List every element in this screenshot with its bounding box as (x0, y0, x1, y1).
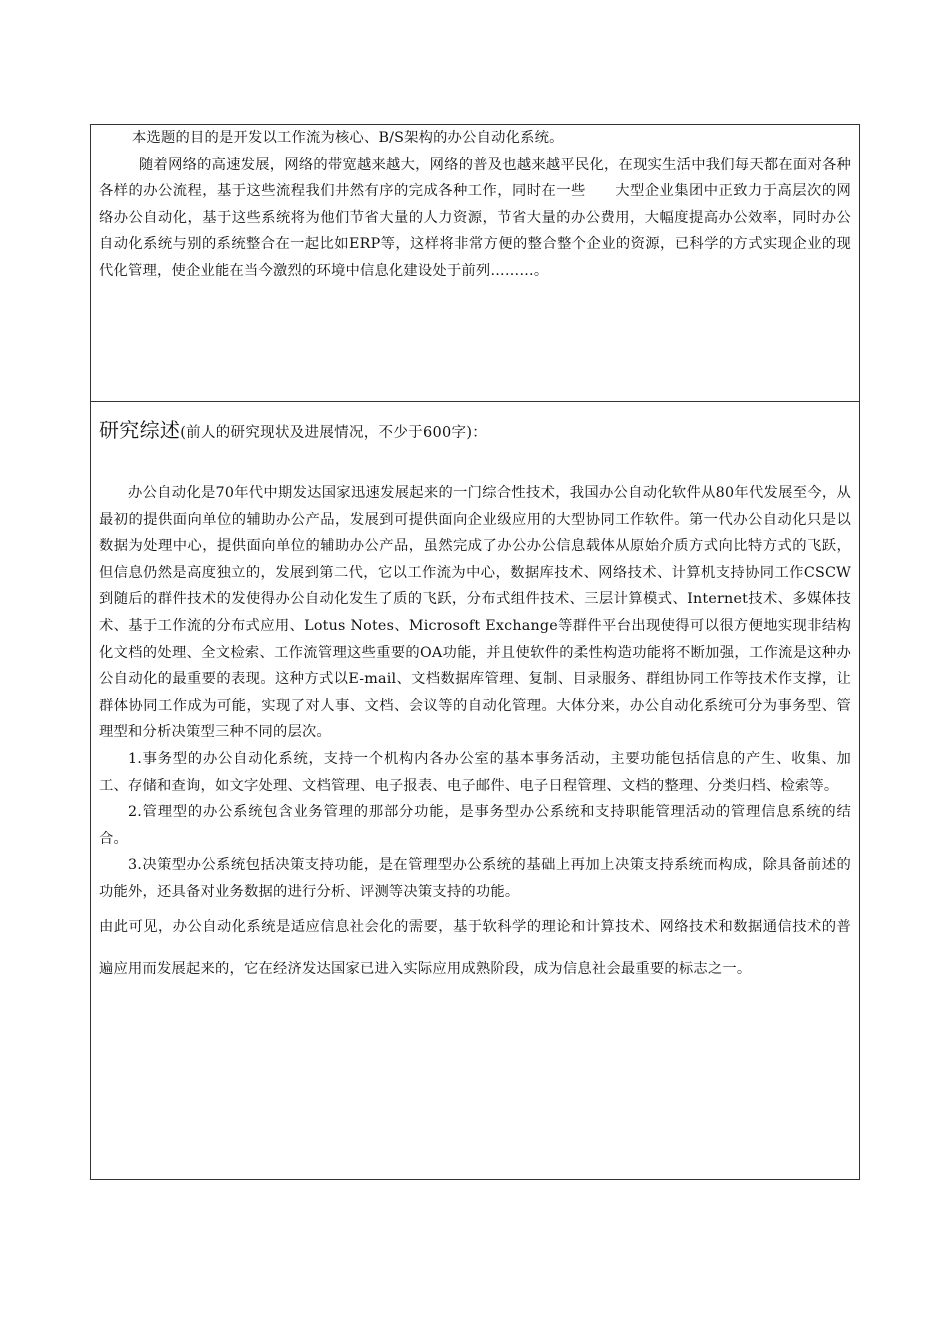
purpose-paragraph: 本选题的目的是开发以工作流为核心、B/S架构的办公自动化系统。 (132, 130, 564, 146)
review-paragraph: 2.管理型的办公系统包含业务管理的那部分功能，是事务型办公系统和支持职能管理活动的管理信息系统的结合。 (99, 804, 851, 847)
review-paragraph: 办公自动化是70年代中期发达国家迅速发展起来的一门综合性技术，我国办公自动化软件从80年代发展至今，从最初的提供面向单位的辅助办公产品，发展到可提供面向企业级应用的大型协同工作软件。第一代办公自动化只是以数据为处理中心，提供面向单位的辅助办公产品，虽然完成了办公办公信息载体从原始介质方式向比特方式的飞跃，但信息仍然是高度独立的，发展到第二代，它以工作流为中心，数据库技术、网络技术、计算机支持协同工作CSCW到随后的群件技术的发使得办公自动化发生了质的飞跃，分布式组件技术、三层计算模式、Internet技术、多媒体技术、基于工作流的分布式应用、Lotus Notes、Microsoft Exchange等群件平台出现使得可以很方便地实现非结构化文档的处理、全文检索、工作流管理这些重要的OA功能，并且使软件的柔性构造功能将不断加强，工作流是这种办公自动化的最重要的表现。这种方式以E-mail、文档数据库管理、复制、目录服务、群组协同工作等技术作支撑，让群体协同工作成为可能，实现了对人事、文档、会议等的自动化管理。大体分来，办公自动化系统可分为事务型、管理型和分析决策型三种不同的层次。 (99, 485, 851, 741)
review-paragraph: 1.事务型的办公自动化系统，支持一个机构内各办公室的基本事务活动，主要功能包括信息的产生、收集、加工、存储和查询，如文字处理、文档管理、电子报表、电子邮件、电子日程管理、文档的整理、分类归档、检索等。 (99, 750, 851, 794)
review-heading (99, 414, 851, 449)
review-paragraph: 3.决策型办公系统包括决策支持功能，是在管理型办公系统的基础上再加上决策支持系统而构成，除具备前述的功能外，还具备对业务数据的进行分析、评测等决策支持的功能。 (99, 857, 851, 900)
review-heading-main: 研究综述 (99, 418, 181, 442)
purpose-paragraph: 随着网络的高速发展，网络的带宽越来越大，网络的普及也越来越平民化，在现实生活中我们每天都在面对各种各样的办公流程，基于这些流程我们井然有序的完成各种工作，同时在一些 大型企业集团中正致力于高层次的网络办公自动化，基于这些系统将为他们节省大量的人力资源，节省大量的办公费用，大幅度提高办公效率，同时办公自动化系统与别的系统整合在一起比如ERP等，这样将非常方便的整合整个企业的资源，已科学的方式实现企业的现代化管理，使企业能在当今激烈的环境中信息化建设处于前列………。 (99, 156, 851, 279)
form-table (90, 124, 860, 1180)
review-heading-sub: (前人的研究现状及进展情况，不少于600字)： (180, 425, 488, 441)
purpose-cell (91, 125, 859, 402)
review-conclusion: 由此可见，办公自动化系统是适应信息社会化的需要，基于软科学的理论和计算技术、网络技术和数据通信技术的普遍应用而发展起来的，它在经济发达国家已进入实际应用成熟阶段，成为信息社会最重要的标志之一。 (99, 918, 851, 977)
review-cell (91, 402, 859, 1179)
